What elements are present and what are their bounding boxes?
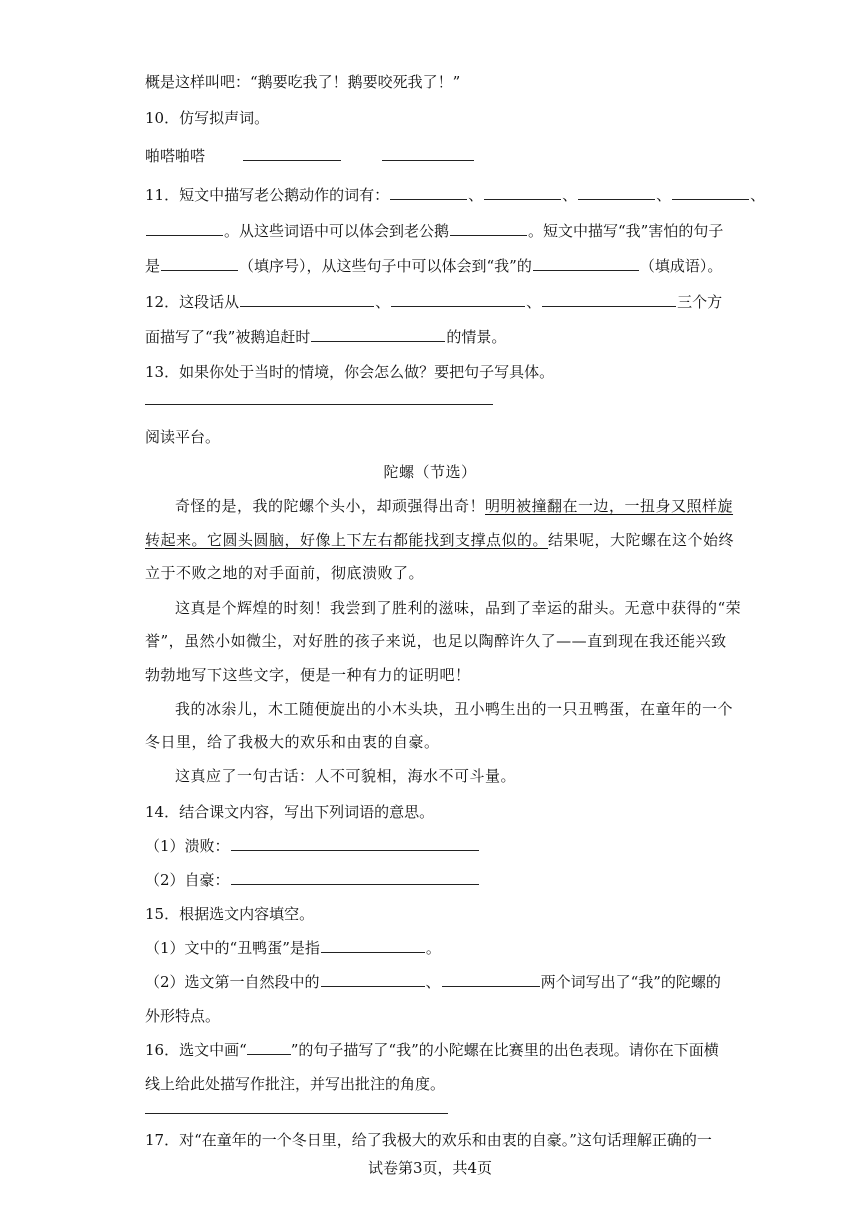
passage-line-3: 立于不败之地的对手面前，彻底溃败了。	[145, 564, 425, 582]
q12-blank-2[interactable]	[391, 292, 525, 307]
q14-blank-2[interactable]	[231, 870, 479, 885]
q15-blank-3[interactable]	[442, 972, 540, 987]
question-11-line-2: 。从这些词语中可以体会到老公鹅 。短文中描写“我”害怕的句子	[145, 221, 723, 241]
q12-blank-3[interactable]	[542, 292, 676, 307]
question-11-line-3: 是 （填序号），从这些句子中可以体会到“我”的 （填成语）。	[145, 257, 723, 275]
question-13: 13．如果你处于当时的情境，你会怎么做？要把句子写具体。	[145, 363, 555, 381]
q15-item-2: （2）选文第一自然段中的 、 两个词写出了“我”的陀螺的	[145, 973, 721, 991]
underlined-sentence: 明明被撞翻在一边，一扭身又照样旋	[485, 497, 734, 515]
q15-blank-1[interactable]	[321, 938, 425, 953]
q11-blank-2[interactable]	[484, 185, 561, 200]
q11-blank-4[interactable]	[672, 185, 749, 200]
question-12-line-1: 12．这段话从 、 、 三个方	[145, 293, 723, 311]
passage-line-9: 这真应了一句古话：人不可貌相，海水不可斗量。	[175, 767, 517, 785]
question-17: 17．对“在童年的一个冬日里，给了我极大的欢乐和由衷的自豪。”这句话理解正确的一	[145, 1131, 712, 1149]
passage-title: 陀螺（节选）	[383, 463, 477, 481]
q14-item-1: （1）溃败：	[145, 836, 480, 856]
underlined-sentence: 转起来。它圆头圆脑，好像上下左右都能找到支撑点似的。	[145, 531, 549, 549]
q15-blank-2[interactable]	[321, 972, 425, 987]
q10-blank-2[interactable]	[382, 146, 474, 161]
question-16-line-2: 线上给此处描写作批注，并写出批注的角度。	[145, 1075, 446, 1093]
q13-answer-line[interactable]	[145, 404, 493, 405]
q15-item-2-cont: 外形特点。	[145, 1007, 221, 1025]
question-15: 15．根据选文内容填空。	[145, 905, 315, 923]
q10-example: 啪嗒啪嗒	[145, 147, 206, 165]
passage-line-6: 勃勃地写下这些文字，便是一种有力的证明吧！	[145, 666, 471, 684]
q16-answer-line[interactable]	[145, 1113, 448, 1114]
passage-line-1: 奇怪的是，我的陀螺个头小，却顽强得出奇！明明被撞翻在一边，一扭身又照样旋	[175, 497, 734, 515]
passage-line-5: 誉”，虽然小如微尘，对好胜的孩子来说，也足以陶醉许久了——直到现在我还能兴致	[145, 632, 727, 650]
q15-item-1: （1）文中的“丑鸭蛋”是指 。	[145, 939, 441, 957]
reading-label: 阅读平台。	[145, 428, 221, 446]
question-14: 14．结合课文内容，写出下列词语的意思。	[145, 803, 435, 821]
passage-line-7: 我的冰尜儿，木工随便旋出的小木头块，丑小鸭生出的一只丑鸭蛋，在童年的一个	[175, 700, 734, 718]
q12-blank-1[interactable]	[240, 292, 374, 307]
q11-blank-8[interactable]	[533, 256, 639, 271]
q11-blank-1[interactable]	[390, 185, 467, 200]
q11-blank-3[interactable]	[578, 185, 655, 200]
q10-blank-1[interactable]	[243, 146, 341, 161]
passage-tail: 概是这样叫吧：“鹅要吃我了！鹅要咬死我了！”	[145, 73, 461, 91]
q14-item-2: （2）自豪：	[145, 870, 480, 890]
q11-blank-7[interactable]	[161, 256, 238, 271]
question-11-line-1: 11．短文中描写老公鹅动作的词有： 、 、 、 、	[145, 186, 766, 204]
passage-line-4: 这真是个辉煌的时刻！我尝到了胜利的滋味，品到了幸运的甜头。无意中获得的“荣	[175, 599, 742, 617]
q12-blank-4[interactable]	[311, 327, 445, 342]
passage-line-8: 冬日里，给了我极大的欢乐和由衷的自豪。	[145, 733, 440, 751]
q11-blank-6[interactable]	[450, 221, 527, 236]
question-16-line-1: 16．选文中画“ ”的句子描写了“我”的小陀螺在比赛里的出色表现。请你在下面横	[145, 1041, 719, 1059]
passage-line-2: 转起来。它圆头圆脑，好像上下左右都能找到支撑点似的。结果呢，大陀螺在这个始终	[145, 531, 735, 549]
page-footer: 试卷第3页，共4页	[367, 1159, 493, 1177]
q10-answer-row	[145, 146, 475, 166]
q14-blank-1[interactable]	[231, 836, 479, 851]
question-10: 10．仿写拟声词。	[145, 109, 270, 127]
q16-underline-sample	[247, 1040, 291, 1055]
question-12-line-2: 面描写了“我”被鹅追赶时 的情景。	[145, 328, 507, 346]
q11-blank-5[interactable]	[146, 221, 223, 236]
